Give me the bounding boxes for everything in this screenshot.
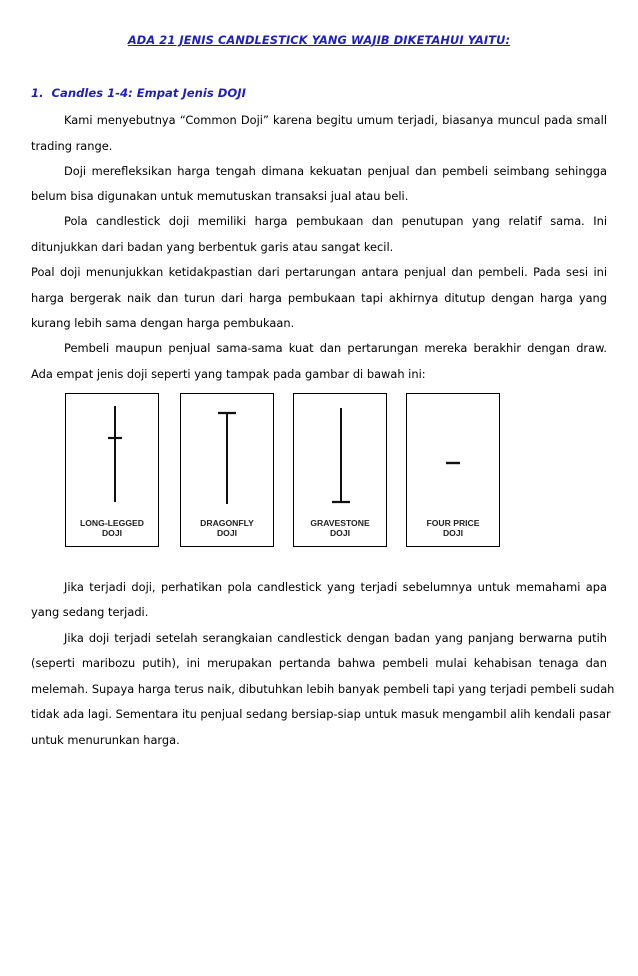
caption-line: FOUR PRICE [426,518,480,528]
paragraph-line: trading range. [31,139,113,153]
dragonfly-doji-icon [181,394,273,514]
paragraph-line: Jika doji terjadi setelah serangkaian candlestick dengan badan yang panjang berwarna putih [64,631,607,645]
gravestone-doji-icon [294,394,386,514]
doji-panel-dragonfly [180,393,274,547]
doji-caption [181,518,273,538]
paragraph-line: Pola candlestick doji memiliki harga pembukaan dan penutupan yang relatif sama. Ini [64,214,607,228]
doji-caption [66,518,158,538]
paragraph-line: harga bergerak naik dan turun dari harga pembukaan tapi akhirnya ditutup dengan harga yang [31,291,607,305]
paragraph-line: (seperti maribozu putih), ini merupakan pertanda bahwa pembeli mulai kehabisan tenaga dan [31,656,607,670]
paragraph-line: ditunjukkan dari badan yang berbentuk garis atau sangat kecil. [31,240,394,254]
section-heading-text: Candles 1-4: Empat Jenis DOJI [51,86,246,100]
paragraph-line: Ada empat jenis doji seperti yang tampak pada gambar di bawah ini: [31,367,426,381]
caption-line: DOJI [442,528,464,538]
paragraph-line: Jika terjadi doji, perhatikan pola candlestick yang terjadi sebelumnya untuk memahami apa [64,580,607,594]
section-heading [31,86,246,100]
long-legged-doji-icon [66,394,158,514]
doji-panel-gravestone [293,393,387,547]
doji-panel-long-legged [65,393,159,547]
doji-panel-four-price [406,393,500,547]
caption-line: LONG-LEGGED [80,518,144,528]
paragraph-line: Doji merefleksikan harga tengah dimana kekuatan penjual dan pembeli seimbang sehingga [64,164,607,178]
paragraph-line: untuk menurunkan harga. [31,733,180,747]
caption-line: DOJI [329,528,351,538]
paragraph-line: melemah. Supaya harga terus naik, dibutuhkan lebih banyak pembeli tapi yang terjadi pembeli sudah [31,682,615,696]
caption-line: DOJI [101,528,123,538]
paragraph-line: Kami menyebutnya “Common Doji” karena begitu umum terjadi, biasanya muncul pada small [64,113,607,127]
paragraph-line: belum bisa digunakan untuk memutuskan transaksi jual atau beli. [31,189,409,203]
doji-caption [294,518,386,538]
paragraph-line: Pembeli maupun penjual sama-sama kuat dan pertarungan mereka berakhir dengan draw. [64,341,607,355]
section-number: 1. [31,86,44,100]
caption-line: DOJI [216,528,238,538]
paragraph-line: yang sedang terjadi. [31,605,149,619]
document-title: ADA 21 JENIS CANDLESTICK YANG WAJIB DIKETAHUI YAITU: [127,33,511,47]
paragraph-line: tidak ada lagi. Sementara itu penjual sedang bersiap-siap untuk masuk mengambil alih kendali pasar [31,707,611,721]
paragraph-line: kurang lebih sama dengan harga pembukaan. [31,316,295,330]
paragraph-line: Poal doji menunjukkan ketidakpastian dari pertarungan antara penjual dan pembeli. Pada sesi ini [31,265,607,279]
caption-line: GRAVESTONE [310,518,370,528]
doji-types-figure [65,393,503,547]
caption-line: DRAGONFLY [200,518,254,528]
doji-caption [407,518,499,538]
four-price-doji-icon [407,394,499,514]
